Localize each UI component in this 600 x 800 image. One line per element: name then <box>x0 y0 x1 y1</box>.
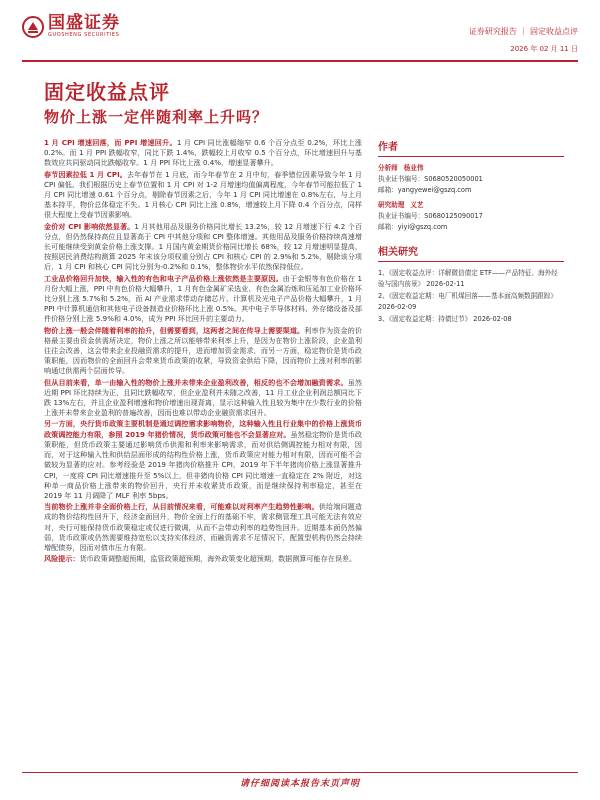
report-body <box>44 138 362 764</box>
body-paragraph <box>44 274 362 325</box>
analyst-role: 分析师 <box>378 164 398 172</box>
paragraph-text: 1 月 CPI 同比涨幅缩窄 0.6 个百分点至 0.2%，环比上涨 0.2%。而 1 月 PPI 跌幅收窄，同比下跌 1.4%，跌幅较上月收窄 0.5 个百分点，环比增速回升与基数效应共同驱动同比跌幅收窄。1 月 PPI 环比上涨 0.4%，增速显著攀升。 <box>44 138 362 168</box>
related-item[interactable]: 1、《固定收益点评：详解微信债定 ETF——产品特征、海外经验与国内前景》 2026-02-11 <box>378 269 558 288</box>
related-item[interactable]: 3、《固定收益定期：持债过节》 2026-02-08 <box>378 315 512 323</box>
analyst-cert: 执业证书编号：S0680520050001 <box>378 175 483 183</box>
footer-divider <box>22 772 578 773</box>
assistant-cert: 执业证书编号：S0680125090017 <box>378 212 483 220</box>
paragraph-lead: 金价对 CPI 影响依然显著。 <box>44 221 135 231</box>
paragraph-lead: 物价上涨一般会伴随着利率的抬升，但需要看到，这两者之间在传导上需要渠道。 <box>44 325 305 335</box>
paragraph-lead: 当前物价上涨并非全面价格上行，从目前情况来看，可能难以对利率产生趋势性影响。 <box>44 502 319 512</box>
related-heading: 相关研究 <box>378 243 564 262</box>
paragraph-lead: 另一方面，央行货币政策主要机制是通过调控需求影响物价，这种输入性且行业集中的价格上涨货币政策调控能力有限，参照 2019 年猪价情况，货币政策可能也不会显著应对。 <box>44 419 362 439</box>
paragraph-lead: 风险提示： <box>44 554 80 564</box>
assistant-role: 研究助理 <box>378 201 405 209</box>
sidebar <box>378 138 564 327</box>
paragraph-lead: 工业品价格回升加快，输入性的有色和电子产品价格上涨依然是主要原因。 <box>44 273 283 283</box>
logo-name-en: GUOSHENG SECURITIES <box>48 32 120 38</box>
analyst-email[interactable]: 邮箱：yangyewei@gszq.com <box>378 186 472 194</box>
footer-disclaimer: 请仔细阅读本报告末页声明 <box>239 779 360 789</box>
risk-warning <box>44 554 362 564</box>
paragraph-text: 由于金银等有色价格在 1 月份大幅上涨，PPI 中有色价格大幅攀升，1 月有色金属矿采选业、有色金属冶炼和压延加工业价格环比分别上涨 5.7%和 5.2%，而 AI 产业需求带动存储芯片、计算机及光电子产品价格大幅攀升，1 月 PPI 中计算机通信和其他电子设备制造业价格环比上涨 0.5%。其中电子半导体材料、外存储设备及部件价格分别上涨 5.9%和 4.0%，成为 PPI 环比回升的主要动力。 <box>44 273 362 324</box>
analyst-line <box>378 163 564 174</box>
company-logo <box>22 14 120 39</box>
body-paragraph <box>44 222 362 273</box>
header-divider <box>22 60 578 62</box>
paragraph-text: 去年春节在 1 月底，而今年春节在 2 月中旬，春季错位因素导致今年 1 月 CPI 偏低。我们根据历史上春节位置和 1 月 CPI 对 1-2 月增速均值偏离程度，今年春节可能拉低了 1 月 CPI 同比增速 0.61 个百分点，剔除春节因素之后，今年 1 月 CPI 同比增速在 0.8%左右，与上月基本持平，物价总体稳定不失。1 月核心 CPI 同比上涨 0.8%，增速较上月下降 0.4 个百分点，同样很大程度上受春节因素影响。 <box>44 169 362 220</box>
body-paragraph <box>44 378 362 419</box>
paragraph-text: 利率作为资金的价格最主要由资金供需所决定，物价上涨之所以能够带来利率上升，是因为在物价上涨阶段，企业盈利往往会改善，这会带来企业投融资需求的提升，进而增加资金需求，而另一方面，稳定物价是货币政策职能，因而物价的全面回升会带来货币政策的收紧，导致资金供给下降，因而物价上涨对利率的影响通过供需两个层面传导。 <box>44 325 362 376</box>
logo-mark-icon <box>22 16 44 38</box>
paragraph-lead: 春节因素拉低 1 月 CPI。 <box>44 169 127 179</box>
body-paragraph <box>44 138 362 169</box>
analyst-name: 杨业伟 <box>403 164 424 172</box>
paragraph-lead: 但从目前来看，单一由输入性的物价上涨并未带来企业盈利改善，相反的也不会增加融资需求。 <box>44 377 348 387</box>
related-item[interactable]: 2、《固定收益定期：电厂机煤回落——基本面高频数据跟踪》 2026-02-09 <box>378 292 557 311</box>
body-paragraph <box>44 326 362 377</box>
authors-heading: 作者 <box>378 138 564 157</box>
body-paragraph <box>44 170 362 221</box>
report-category: 固定收益点评 <box>44 80 170 104</box>
assistant-email[interactable]: 邮箱：yiyi@gszq.com <box>378 223 448 231</box>
page-header <box>22 12 578 52</box>
paragraph-lead: 1 月 CPI 增速回落，而 PPI 增速回升。 <box>44 138 177 147</box>
paragraph-text: 1 月其他用品及服务价格同比增长 13.2%，较 12 月增速下行 4.2 个百分点，但仍然保持高位且显著高于 CPI 中其他分项和 CPI 整体增速。其他用品及服务价格持续高速增长可能继续受到黄金价格上涨支撑。1 月国内黄金期货价格同比增长 68%，较 12 月增速明显提高，按照居民消费结构测算 2025 年末该分项权重分别占 CPI 和核心 CPI 的 2.9%和 5.2%，剔除该分项后，1 月 CPI 和核心 CPI 同比分别为-0.2%和 0.1%，整体物价水平依然保持低位。 <box>44 221 362 272</box>
report-headline: 物价上涨一定伴随利率上升吗？ <box>44 108 269 126</box>
paragraph-text: 供给端问题造成的物价结构性回升下，经济金面回升，物价全面上行的基础不牢，需求侧管理工具可能无法有效应对，央行可能保持货币政策稳定或仅进行微调，从而不会带动利率的趋势性回升。近期基本面仍然偏弱，货币政策或仍然需要维持宽松以支持实体经济，而融资需求不足情况下，配置型机构仍然会持续增配债券，因而对债市压力有限。 <box>44 502 362 552</box>
body-paragraph <box>44 502 362 553</box>
assistant-name: 义艺 <box>410 201 424 209</box>
paragraph-text: 虽然稳定物价是货币政策职能，但货币政策主要通过影响货币供需和利率来影响需求，而对供给侧调控能力相对有限，因而，对于这种输入性和供给层面形成的结构性价格上涨，货币政策应对能力相对有限，因而可能不会做较为显著的应对。参考经验是 2019 年猪肉价格推升 CPI，2019 年下半年猪肉价格上涨显著推升 CPI，一度将 CPI 同比增速推升至 5%以上，但非猪肉价格 CPI 同比增速一直稳定在 2% 附近，对这种单一商品价格上涨带来的物价回升，央行并未收紧货币政策，而是继续保持利率稳定，甚至在 2019 年 11 月调降了 MLF 利率 5bps。 <box>44 429 362 500</box>
body-paragraph <box>44 419 362 501</box>
logo-name-cn: 国盛证券 <box>48 13 120 33</box>
assistant-line <box>378 200 564 211</box>
paragraph-text: 虽然近期 PPI 环比持续为正，且同比跌幅收窄，但企业盈利并未随之改善，11 月工业企业利润总额同比下跌 13%左右，并且企业盈利增速和物价增速出现背离，显示这种输入性且较为集中在少数行业的价格上涨并未带来企业盈利的普遍改善，因而也难以带动企业融资需求回升。 <box>44 377 362 418</box>
report-date: 2026 年 02 月 11 日 <box>510 45 578 53</box>
paragraph-text: 货币政策调整超预期，监管政策超预期，海外政策变化超预期，数据测算可能存在误差。 <box>79 554 357 564</box>
report-type: 证券研究报告 ｜ 固定收益点评 <box>468 27 578 36</box>
